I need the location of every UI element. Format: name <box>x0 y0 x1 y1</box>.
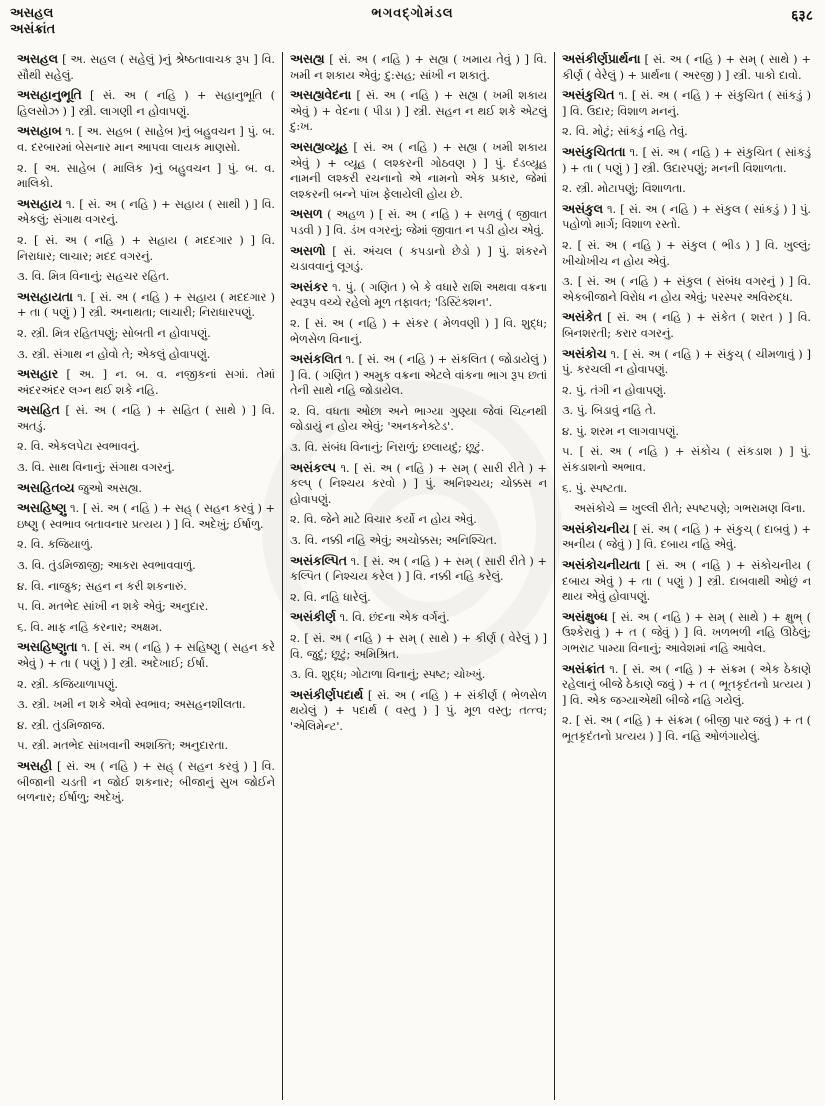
dictionary-sense <box>17 718 275 734</box>
definition-text: ૨. વિ. કજિયાળું. <box>17 538 94 552</box>
dictionary-sense <box>17 599 275 615</box>
definition-text: ૪. વિ. નાજુક; સહન ન કરી શકનારું. <box>17 579 187 593</box>
definition-text: [ સં. અ ( નહિ ) + સહિત ( સાથે ) ] વિ. અતડું. <box>17 404 275 433</box>
dictionary-sense <box>290 404 547 435</box>
dictionary-sense <box>17 439 275 455</box>
headword: અસંકુચિતતા <box>562 144 626 159</box>
headword: અસંકુલ <box>562 201 603 216</box>
dictionary-entry <box>290 461 547 508</box>
dictionary-sense <box>17 738 275 754</box>
definition-text: અસંકોચે = ખુલ્લી રીતે; સ્પષ્ટપણે; ગભરામણ વિના. <box>574 502 806 516</box>
definition-text: [ સં. અ ( નહિ ) + સંકીર્ણ ( ભેળસેળ થયેલું ) + પદાર્થ ( વસ્તુ ) ] પું. મૂળ વસ્તુ; તત્ત્વ; 'એલિમેન્ટ'. <box>290 688 547 733</box>
dictionary-entry <box>290 88 547 135</box>
headword: અસંકોચનીય <box>562 521 630 536</box>
definition-text: ૩. વિ. શુદ્ધ; ગોટાળા વિનાનું; સ્પષ્ટ; ચોખ્ખું. <box>290 668 486 682</box>
dictionary-sense <box>17 460 275 476</box>
dictionary-entry <box>17 481 275 497</box>
definition-text: ૧. વિ. છંદના એક વર્ગનું. <box>335 611 450 625</box>
dictionary-sense <box>17 579 275 595</box>
dictionary-sense <box>17 161 275 192</box>
dictionary-sense <box>290 316 547 347</box>
headword: અસહ્યવ્યૂહ <box>290 139 349 154</box>
definition-text: [ સં. અ ( નહિ ) + સંકોચનીય ( દબાય એવું ) + તા ( પણું ) ] સ્ત્રી. દાબવાથી ઓછું ન થાય એવું હોવાપણું. <box>562 559 811 604</box>
definition-text: ૨. વિ. જેને માટે વિચાર કર્યો ન હોય એવું. <box>290 513 477 527</box>
page-number: ६३८ <box>791 8 813 24</box>
definition-text: [ સં. અંચલ ( કપડાનો છેડો ) ] પું. શંકરને ચડાવવાનું લૂગડું. <box>290 244 547 274</box>
definition-text: ૪. સ્ત્રી. તુંડમિજાજ. <box>17 718 106 732</box>
definition-text: [ સં. અ ( નહિ ) + સહાનુભૂતિ ( હિલસોઝ ) ] સ્ત્રી. લાગણી ન હોવાપણું. <box>17 89 275 118</box>
definition-text: ૩. સ્ત્રી. સંગાથ ન હોવો તે; એકલું હોવાપણું. <box>17 347 211 361</box>
dictionary-entry <box>17 197 275 228</box>
dictionary-entry <box>17 501 275 532</box>
definition-text: [ અ. સહલ ( સહેલું )નું શ્રેષ્ઠતાવાચક રૂપ ] વિ. સૌથી સહેલું. <box>17 53 275 82</box>
headword: અસહાબ <box>17 124 62 139</box>
dictionary-sense <box>17 558 275 574</box>
headword: અસહિતવ્ય <box>17 480 75 495</box>
headword: અસંકર <box>290 279 328 294</box>
definition-text: ૩. સ્ત્રી. ખમી ન શકે એવો સ્વભાવ; અસહનશીલતા. <box>17 698 246 712</box>
dictionary-entry <box>562 88 811 119</box>
definition-text: જુઓ અસહ્ય. <box>74 481 142 495</box>
definition-text: ૬. પું. સ્પષ્ટતા. <box>562 481 628 495</box>
dictionary-entry <box>562 610 811 657</box>
dictionary-sense <box>290 590 547 606</box>
headword: અસંક્ષુબ્ધ <box>562 609 608 624</box>
dictionary-sense <box>17 269 275 285</box>
definition-text: ૫. વિ. મતભેદ સાંખી ન શકે એવું; અનુદાર. <box>17 600 209 614</box>
definition-text: ૨. સ્ત્રી. કજિયાળાપણું. <box>17 677 118 691</box>
page-header <box>0 0 825 48</box>
definition-text: ૧. [ સં. અ ( નહિ ) + સમ્ ( સારી રીતે ) + કલ્પ્ ( નિશ્ચય કરવો ) ] પું. અનિશ્ચય; ચોક્કસ ન હોવાપણું. <box>290 461 547 506</box>
definition-text: ૩. વિ. સંબંધ વિનાનું; નિરાળું; છલાયદું; છૂટું. <box>290 441 485 455</box>
headword: અસળ <box>290 207 323 222</box>
definition-text: ૨. સ્ત્રી. મિત્ર રહિતપણું; સોબતી ન હોવાપણું. <box>17 326 211 340</box>
headword: અસહલ <box>17 52 58 66</box>
dictionary-sense <box>562 383 811 399</box>
dictionary-sense <box>562 444 811 475</box>
dictionary-entry <box>562 347 811 378</box>
dictionary-entry <box>562 522 811 553</box>
dictionary-sense <box>562 481 811 497</box>
dictionary-entry <box>290 352 547 399</box>
definition-text: ૩. વિ. તુંડમિજાજી; આકરા સ્વભાવવાળું. <box>17 559 196 573</box>
dictionary-entry <box>562 202 811 233</box>
definition-text: ૧. [ સં. અ ( નહિ ) + સહાય ( મદદગાર ) + તા ( પણું ) ] સ્ત્રી. અનાથતા; લાચારી; નિરાધારપણું. <box>17 290 275 320</box>
headword: અસંકીર્ણપદાર્થ <box>290 687 364 702</box>
headword: અસહાર <box>17 367 59 382</box>
definition-text: ૩. પું. બિડાવું નહિ તે. <box>562 404 657 418</box>
headword: અસહિત <box>17 403 60 418</box>
headword: અસંક્રાંત <box>562 661 605 676</box>
column-left <box>10 52 282 1100</box>
definition-text: ૩. વિ. મિત્ર વિનાનું; સહચર રહિત. <box>17 270 170 284</box>
dictionary-sense <box>17 233 275 264</box>
dictionary-entry <box>17 88 275 119</box>
headword: અસંકીર્ણ <box>290 610 336 625</box>
definition-text: ૧. [ અ. સહબ ( સાહેબ )નું બહુવચન ] પું. બ. વ. દરબારમાં બેસનાર માન આપવા લાયક માણસો. <box>17 125 275 154</box>
headword: અસહાનુભૂતિ <box>17 88 82 103</box>
definition-text: [ સં. અ ( નહિ ) + સંકુચ્ ( દાબવું ) + અનીય ( જેવું ) ] વિ. દબાય નહિ એવું. <box>562 522 811 552</box>
definition-text: ૨. વિ. નહિ ધારેલું. <box>290 590 371 604</box>
headword: અસહિષ્ણુ <box>17 501 67 516</box>
definition-text: [ સં. અ ( નહિ ) + સહ્ય ( ખમી શકાય એવું ) + વ્યૂહ ( લશ્કરની ગોઠવણ ) ] પું. દંડવ્યૂહ નામની લશ્કરી રચનાનો એ નામનો એક પ્રકાર, જેમાં લશ્કરની બન્ને પાંખ ફેલાયેલી હોય છે. <box>290 140 547 201</box>
definition-text: [ સં. અ ( નહિ ) + સંકેત ( શરત ) ] વિ. બિનશરતી; કરાર વગરનું. <box>562 311 811 340</box>
definition-text: ૨. [ સં. અ ( નહિ ) + સંકર ( મેળવણી ) ] વિ. શુદ્ધ; ભેળસેળ વિનાનું. <box>290 316 547 346</box>
definition-text: [ સં. અ ( નહિ ) + સમ્ ( સાથે ) + કીર્ણ ( વેરેલું ) + પ્રાર્થના ( અરજી ) ] સ્ત્રી. પાકો દાવો. <box>562 53 811 82</box>
dictionary-sense <box>17 326 275 342</box>
definition-text: ૩. વિ. સાથ વિનાનું; સંગાથ વગરનું. <box>17 461 175 475</box>
definition-text: [ સં. અ ( નહિ ) + સહ્ય ( ખમી શકાય એવું ) + વેદના ( પીડા ) ] સ્ત્રી. સહન ન થઈ શકે એટલું દુ:ખ. <box>290 89 547 134</box>
headword: અસંકીર્ણપ્રાર્થના <box>562 52 641 66</box>
dictionary-entry <box>562 310 811 341</box>
dictionary-entry <box>17 124 275 155</box>
definition-text: ૨. [ સં. અ ( નહિ ) + સંક્રમ ( બીજી પાર જવું ) + ત ( ભૂતકૃદંતનો પ્રત્યય ) ] વિ. નહિ ઓળંગાયેલું. <box>562 714 811 743</box>
definition-text: ૫. સ્ત્રી. મતભેદ સાંખવાની અશક્તિ; અનુદારતા. <box>17 739 229 753</box>
dictionary-sense <box>290 631 547 662</box>
dictionary-entry <box>562 558 811 605</box>
dictionary-entry <box>17 367 275 398</box>
definition-text: ૩. વિ. નક્કી નહિ એવું; અચોક્કસ; અનિશ્ચિત. <box>290 534 497 548</box>
definition-text: ૧. [ સં. અ ( નહિ ) + સહિષ્ણુ ( સહન કરે એવું ) + તા ( પણું ) ] સ્ત્રી. અદેખાઈ; ઈર્ષા. <box>17 641 275 670</box>
definition-text: ૨. [ સં. અ ( નહિ ) + સંકુલ ( ભીડ ) ] વિ. ખુલ્લું; ખીચોખીચ ન હોય એવું. <box>562 238 811 268</box>
dictionary-sense <box>562 124 811 140</box>
dictionary-columns <box>10 52 818 1100</box>
definition-text: ૧. [ સં. અ ( નહિ ) + સંકુચિત ( સાંકડું ) ] વિ. ઉદાર; વિશાળ મનનું. <box>562 89 811 118</box>
dictionary-entry <box>17 640 275 671</box>
dictionary-entry <box>290 280 547 311</box>
definition-text: ૨. [ અ. સાહેબ ( માલિક )નું બહુવચન ] પું. બ. વ. માલિકો. <box>17 161 275 191</box>
dictionary-sense <box>17 347 275 363</box>
dictionary-sense <box>17 697 275 713</box>
headword: અસંકોચ <box>562 346 607 361</box>
dictionary-sense <box>17 677 275 693</box>
headword: અસંકોચનીયતા <box>562 558 641 573</box>
guide-word-first: અસહલ <box>10 6 54 21</box>
headword: અસંકલ્પ <box>290 460 336 475</box>
definition-text: [ સં. અ ( નહિ ) + સહ્ ( સહન કરવું ) ] વિ. બીજાની ચડતી ન જોઈ શકનાર; બીજાનું સુખ જોઈને બળનાર; ઈર્ષાળુ; અદેખું. <box>17 759 275 805</box>
headword: અસળો <box>290 243 326 258</box>
dictionary-sense <box>562 274 811 305</box>
dictionary-sense <box>562 403 811 419</box>
headword: અસહિષ્ણુતા <box>17 640 78 655</box>
dictionary-entry <box>290 207 547 238</box>
definition-text: ૧. પું. ( ગણિત ) બે કે વધારે રાશિ અથવા વક્રના સ્વરૂપ વચ્ચે રહેલો મૂળ તફાવત; 'ડિસ્ટિંક્શન'. <box>290 280 547 310</box>
dictionary-sense <box>17 620 275 636</box>
headword: અસહ્યવેદના <box>290 88 352 103</box>
definition-text: ૪. પું. શરમ ન લાગવાપણું. <box>562 424 679 438</box>
headword: અસંકલિત <box>290 352 342 367</box>
definition-text: ૨. વિ. વધતા ઓછા અને ભાગ્યા ગુણ્યા જેવાં ચિહ્નથી જોડાયું ન હોય એવું; 'અનકનેક્ટેડ'. <box>290 404 547 434</box>
dictionary-entry <box>17 403 275 434</box>
definition-text: ૨. સ્ત્રી. મોટાપણું; વિશાળતા. <box>562 182 686 196</box>
dictionary-entry <box>562 662 811 709</box>
definition-text: ૧. [ સં. અ ( નહિ ) + સમ્ ( સારી રીતે ) + કલ્પિત ( નિશ્ચય કરેલ ) ] વિ. નક્કી નહિ કરેલું. <box>290 554 547 584</box>
headword: અસહાયતા <box>17 289 73 304</box>
definition-text: [ સં. અ ( નહિ ) + સહ્ય ( ખમાય તેવું ) ] વિ. ખમી ન શકાય એવું; દુ:સહ; સાંખી ન શકાતું. <box>290 53 547 82</box>
dictionary-entry <box>290 52 547 83</box>
dictionary-sense <box>290 667 547 683</box>
definition-text: ૨. વિ. એકલપેટા સ્વભાવનું. <box>17 440 140 454</box>
dictionary-entry <box>290 688 547 735</box>
definition-text: ૧. [ સં. અ ( નહિ ) + સંક્રમ ( એક ઠેકાણે રહેલાનું બીજે ઠેકાણે જવું ) + ત ( ભૂતકૃદંતનો પ્રત્યય ) ] વિ. એક જગ્યાએથી બીજે નહિ ગયેલું. <box>562 662 811 707</box>
guide-word-last: અસંક્રાંત <box>10 22 56 37</box>
dictionary-entry <box>290 140 547 202</box>
dictionary-entry <box>562 145 811 176</box>
headword: અસંકુચિત <box>562 88 615 103</box>
definition-text: ૧. [ સં. અ ( નહિ ) + સહ્ ( સહન કરવું ) + ઇષ્ણુ ( સ્વભાવ બતાવનાર પ્રત્યય ) ] વિ. અદેખું; ઈર્ષાળુ. <box>17 502 275 531</box>
headword: અસહી <box>17 758 53 773</box>
definition-text: ૨. [ સં. અ ( નહિ ) + સમ્ ( સાથે ) + કીર્ણ ( વેરેલું ) ] વિ. જુદું; છૂટું; અમિશ્રિત. <box>290 632 547 661</box>
headword: અસંકેત <box>562 310 602 325</box>
definition-text: ૫. [ સં. અ ( નહિ ) + સંકોચ ( સંકડાશ ) ] પું. સંકડાશનો અભાવ. <box>562 445 811 475</box>
dictionary-entry <box>290 554 547 585</box>
definition-text: ૧. [ સં. અ ( નહિ ) + સંકલિત ( જોડાયેલું ) ] વિ. ( ગણિત ) અમુક વક્રના એટલે વાંકના ભાગ રૂપ છતાં તેની સાથે નહિ જોડાયેલ. <box>290 353 547 398</box>
definition-text: ૧. [ સં. અ ( નહિ ) + સંકુચ્ ( ચીમળાવું ) ] પું. કરચલી ન હોવાપણું. <box>562 347 811 377</box>
dictionary-sense <box>562 501 811 517</box>
headword: અસંકલ્પિત <box>290 553 347 568</box>
definition-text: ૩. [ સં. અ ( નહિ ) + સંકુલ ( સંબંધ વગરનું ) ] વિ. એકબીજાને વિરોધ ન હોય એવું; પરસ્પર અવિરુદ્ધ. <box>562 275 811 304</box>
definition-text: ૨. [ સં. અ ( નહિ ) + સહાય ( મદદગાર ) ] વિ. નિરાધાર; લાચાર; મદદ વગરનું. <box>17 233 275 263</box>
definition-text: [ અ. ] ન. બ. વ. નજીકનાં સગાં. તેમાં અંદરઅંદર લગ્ન થઈ શકે નહિ. <box>17 368 275 397</box>
dictionary-entry <box>17 52 275 83</box>
dictionary-entry <box>17 290 275 321</box>
dictionary-sense <box>17 537 275 553</box>
dictionary-entry <box>290 610 547 626</box>
dictionary-entry <box>17 759 275 806</box>
definition-text: ૧. [ સં. અ ( નહિ ) + સંકુચિત ( સાંકડું ) + તા ( પણું ) ] સ્ત્રી. ઉદારપણું; મનની વિશાળતા. <box>562 145 811 175</box>
dictionary-sense <box>562 181 811 197</box>
running-title: ભગવદ્ગોમંડલ <box>371 6 454 21</box>
definition-text: ( અહળ ) [ સં. અ ( નહિ ) + સળવું ( જીવાત પડવી ) ] વિ. ડંખ વગરનું; જેમાં જીવાત ન પડી હોય એવું. <box>290 208 547 237</box>
column-right <box>554 52 818 1100</box>
dictionary-entry <box>562 52 811 83</box>
column-middle <box>282 52 554 1100</box>
definition-text: ૬. વિ. માફ નહિ કરનાર; અક્ષમ. <box>17 620 163 634</box>
headword: અસહ્ય <box>290 52 325 66</box>
definition-text: ૧. [ સં. અ ( નહિ ) + સહાય ( સાથી ) ] વિ. એકલું; સંગાથ વગરનું. <box>17 197 275 227</box>
headword: અસહાય <box>17 196 62 211</box>
dictionary-sense <box>290 512 547 528</box>
dictionary-sense <box>562 238 811 269</box>
dictionary-sense <box>562 424 811 440</box>
dictionary-entry <box>290 244 547 275</box>
definition-text: ૨. વિ. મોટું; સાંકડું નહિ તેવું. <box>562 125 688 139</box>
definition-text: [ સં. અ ( નહિ ) + સમ્ ( સાથે ) + ક્ષુભ્ ( ઉશ્કેરાવું ) + ત ( જેવું ) ] વિ. ખળભળી નહિ ઊઠેલું; ગભરાટ પામ્યા વિનાનું; આવેશમાં નહિ આવેલ. <box>562 610 811 655</box>
definition-text: ૧. [ સં. અ ( નહિ ) + સંકુલ ( સાંકડું ) ] પું. પહોળો માર્ગ; વિશાળ રસ્તો. <box>562 202 811 232</box>
dictionary-sense <box>562 713 811 744</box>
definition-text: ૨. પું. તંગી ન હોવાપણું. <box>562 383 667 397</box>
dictionary-sense <box>290 533 547 549</box>
dictionary-sense <box>290 440 547 456</box>
